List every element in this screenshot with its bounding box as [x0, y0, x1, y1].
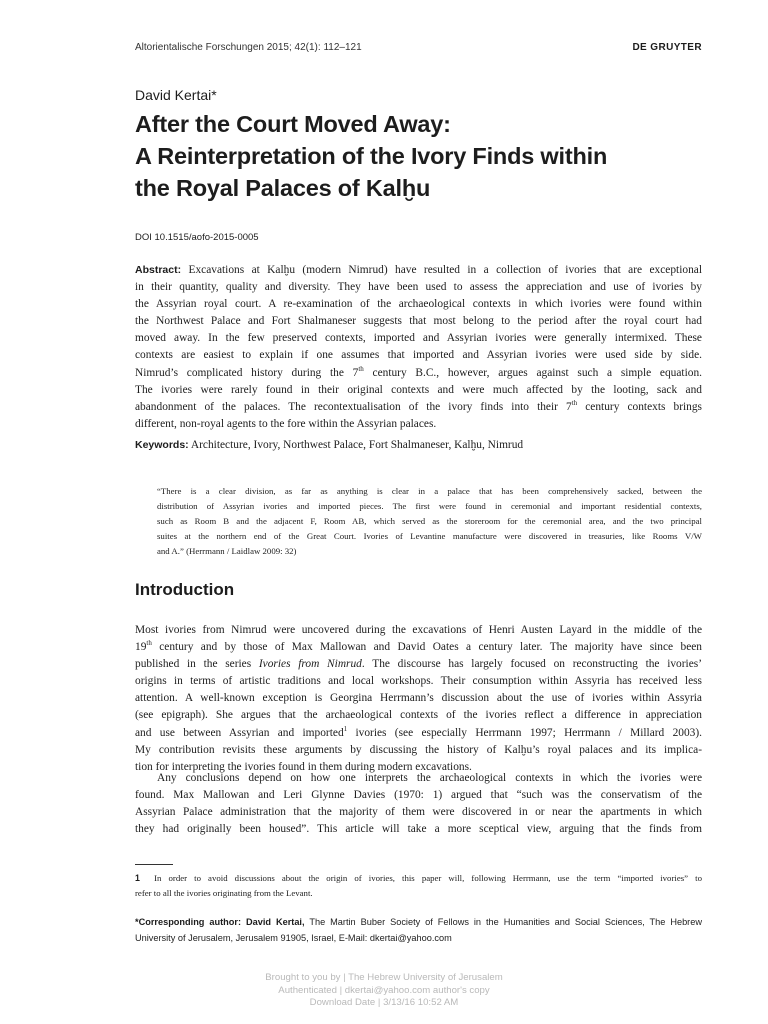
intro-paragraph-1	[135, 622, 702, 776]
author-name: David Kertai*	[135, 87, 217, 103]
doi: DOI 10.1515/aofo-2015-0005	[135, 232, 259, 243]
abstract-line: Excavations at Kalḫu (modern Nimrud) have resulted in a collection of ivories that are exceptional	[188, 264, 702, 276]
section-heading: Introduction	[135, 580, 235, 599]
watermark-line: Download Date | 3/13/16 10:52 AM	[309, 997, 459, 1008]
corresponding-line: University of Jerusalem, Jerusalem 91905, Israel, E-Mail: dkertai@yahoo.com	[135, 933, 452, 943]
abstract	[135, 262, 702, 433]
footnote-number: 1	[135, 873, 140, 883]
corresponding-author: *Corresponding author: David Kertai, The Martin Buber Society of Fellows in the Humanities and Social Sciences, The Hebrew University of Jerusalem, Jerusalem 91905, Israel, E-Mail: dkertai@yahoo.com	[135, 914, 702, 946]
corresponding-label: *Corresponding author: David Kertai,	[135, 917, 305, 927]
epigraph-line: “There is a clear division, as far as anything is clear in a palace that has been comprehensively sacked, between the	[157, 486, 702, 496]
keywords	[135, 437, 702, 454]
body-line: 19th century and by those of Max Mallowan and David Oates a century later. The majority have since been	[135, 639, 702, 654]
body-line: found. Max Mallowan and Leri Glynne Davies (1970: 1) argued that “such was the conservatism of the	[135, 789, 702, 802]
body-line: Any conclusions depend on how one interprets the archaeological contexts in which the ivories were	[157, 772, 702, 784]
body-line: they had originally been housed”. This article will take a more sceptical view, arguing that the finds from	[135, 823, 702, 836]
body-line: published in the series Ivories from Nimrud. The discourse has largely focused on reconstructing the ivories’	[135, 658, 702, 671]
footnote-line: 1 In order to avoid discussions about the origin of ivories, this paper will, following Herrmann, use the term “imported ivories” to	[135, 873, 702, 883]
abstract-line: moved away. In the few preserved contexts, imported and Assyrian ivories were generally intermixed. These	[135, 332, 702, 345]
abstract-line: the Assyrian royal court. A re-examination of the archaeological contexts in which ivories were found within	[135, 298, 702, 311]
epigraph-line: distribution of Assyrian ivories and imported pieces. The first were found in ceremonial and important residential contexts,	[157, 501, 702, 511]
body-line: Most ivories from Nimrud were uncovered during the excavations of Henri Austen Layard in the middle of the	[135, 624, 702, 636]
epigraph-line: suites at the northern end of the Great Court. Ivories of Levantine manufacture were discovered in treasuries, like Rooms V/W	[157, 531, 702, 541]
body-line: origins in terms of artistic traditions and local workshops. Their consumption within Assyria has received less	[135, 675, 702, 688]
footnote-divider	[135, 864, 173, 865]
keywords-label: Keywords:	[135, 439, 189, 451]
download-watermark	[184, 972, 584, 1010]
body-line: tion for interpreting the ivories found in them during modern excavations.	[135, 760, 472, 773]
body-line: attention. A well-known exception is Georgina Herrmann’s discussion about the use of ivories within Assyria	[135, 692, 702, 705]
footnote-line: refer to all the ivories originating from the Levant.	[135, 888, 313, 898]
body-line: and use between Assyrian and imported$^1$ ivories (see especially Herrmann 1997; Herrmann / Millard 2003).	[135, 724, 702, 739]
footnote-ref[interactable]: 1	[343, 724, 348, 733]
footnote	[135, 871, 702, 901]
abstract-line: The ivories were rarely found in their original contexts and were much affected by the looting, sack and	[135, 383, 702, 396]
body-line: Assyrian Palace administration that the majority of them were discovered in or near the apartments in which	[135, 806, 702, 819]
abstract-line: the Northwest Palace and Fort Shalmaneser suggests that most belong to the period after the royal court had	[135, 315, 702, 328]
abstract-line: abandonment of the palaces. The recontextualisation of the ivory finds into their 7th century contexts brings	[135, 398, 702, 413]
intro-paragraph-2	[135, 770, 702, 838]
title-line: A Reinterpretation of the Ivory Finds within	[135, 143, 608, 169]
body-line: (see epigraph). She argues that the archaeological contexts of the ivories reflect a difference in appreciation	[135, 709, 702, 722]
article-title	[135, 108, 705, 204]
title-line: After the Court Moved Away:	[135, 111, 451, 137]
journal-citation: Altorientalische Forschungen 2015; 42(1): 112–121	[135, 42, 362, 53]
publisher-name: DE GRUYTER	[632, 42, 702, 53]
watermark-line: Authenticated | dkertai@yahoo.com author's copy	[278, 984, 490, 996]
epigraph-line: and A.” (Herrmann / Laidlaw 2009: 32)	[157, 546, 297, 556]
epigraph	[157, 484, 702, 559]
abstract-line: in their quantity, quality and diversity. They have been used to assess the appreciation and use of ivories by	[135, 281, 702, 294]
abstract-line: different, non-royal agents to the fore within the Assyrian palaces.	[135, 417, 437, 430]
abstract-label: Abstract:	[135, 264, 182, 276]
title-line: the Royal Palaces of Kalḫu	[135, 175, 431, 201]
body-line: My contribution revisits these arguments by discussing the history of Kalḫu’s royal palaces and its implica-	[135, 743, 702, 756]
abstract-line: Nimrud’s complicated history during the 7th century B.C., however, argues against such a simple equation.	[135, 364, 702, 379]
watermark-line: Brought to you by | The Hebrew University of Jerusalem	[265, 972, 503, 983]
epigraph-line: such as Room B and the adjacent F, Room AB, which served as the storeroom for the ceremonial area, and the two principal	[157, 516, 702, 526]
abstract-line: contexts are easiest to explain if one assumes that imported and Assyrian ivories were used side by side.	[135, 349, 702, 362]
keywords-text: Architecture, Ivory, Northwest Palace, Fort Shalmaneser, Kalḫu, Nimrud	[190, 439, 524, 451]
